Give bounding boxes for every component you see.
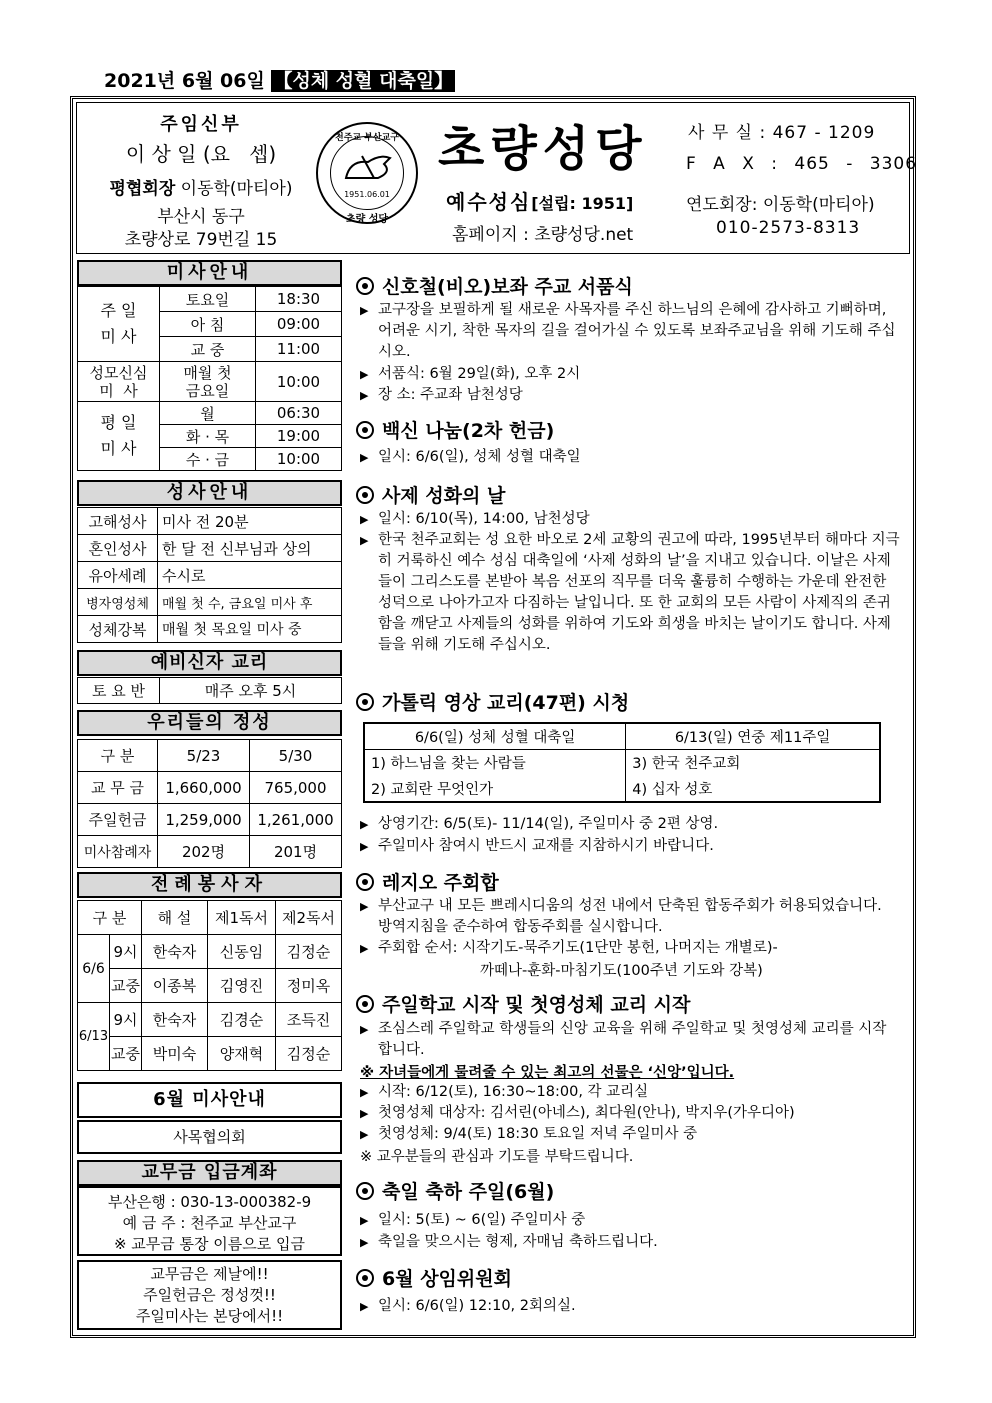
section-item: ▶ 첫영성체: 9/4(토) 18:30 토요일 저녁 주일미사 중 bbox=[360, 1124, 900, 1145]
church-name: 초량성당 bbox=[438, 121, 648, 177]
section-title: 백신 나눔(2차 헌금) bbox=[356, 416, 554, 443]
triangle-bullet-icon: ▶ bbox=[360, 1107, 369, 1120]
mass-day: 수 · 금 bbox=[160, 448, 256, 471]
section-title: 주일학교 시작 및 첫영성체 교리 시작 bbox=[356, 990, 690, 1017]
offering-header: 5/23 bbox=[158, 740, 250, 772]
video-lesson: 3) 한국 천주교회 bbox=[626, 750, 880, 776]
video-table-header: 6/6(일) 성체 성혈 대축일 bbox=[364, 723, 626, 750]
circle-bullet-icon bbox=[356, 1182, 374, 1200]
server-name: 김정순 bbox=[276, 1037, 342, 1071]
server-name: 한숙자 bbox=[142, 935, 208, 969]
circle-bullet-icon bbox=[356, 421, 374, 439]
account-box bbox=[77, 1186, 342, 1256]
section-note: ※ 교우분들의 관심과 기도를 부탁드립니다. bbox=[360, 1149, 634, 1165]
servers-date: 6/6 bbox=[78, 935, 110, 1003]
section-title: 축일 축하 주일(6월) bbox=[356, 1177, 554, 1204]
catechumen-time: 매주 오후 5시 bbox=[160, 678, 342, 704]
servers-table bbox=[77, 900, 342, 1071]
sacrament-name: 유아세례 bbox=[78, 562, 158, 589]
slogan-line: 주일미사는 본당에서!! bbox=[135, 1307, 284, 1325]
mass-time: 06:30 bbox=[256, 402, 342, 425]
section-item-continued: 까떼나-훈화-마침기도(100주년 기도와 강복) bbox=[480, 963, 763, 979]
mass-time: 19:00 bbox=[256, 425, 342, 448]
section-title: 6월 상임위원회 bbox=[356, 1264, 512, 1291]
slogan-line: 교무금은 제날에!! bbox=[150, 1265, 269, 1283]
triangle-bullet-icon: ▶ bbox=[360, 451, 369, 464]
server-name: 정미옥 bbox=[276, 969, 342, 1003]
slogan-line: 주일헌금은 정성껏!! bbox=[143, 1286, 276, 1304]
server-name: 이종복 bbox=[142, 969, 208, 1003]
homepage: 홈페이지 : 초량성당.net bbox=[452, 225, 634, 245]
sacrament-info: 매월 첫 수, 금요일 미사 후 bbox=[158, 589, 342, 616]
triangle-bullet-icon: ▶ bbox=[360, 900, 369, 913]
office-phone: 사 무 실 : 467 - 1209 bbox=[688, 123, 876, 143]
council-president: 평협회장 이동학(마티아) bbox=[109, 179, 293, 199]
section-item: ▶ 조심스레 주일학교 학생들의 신앙 교육을 위해 주일학교 및 첫영성체 교리를 시작합니다. bbox=[360, 1021, 887, 1058]
youth-phone: 010-2573-8313 bbox=[716, 218, 861, 238]
sacrament-info: 매월 첫 목요일 미사 중 bbox=[158, 616, 342, 643]
offering-value: 1,660,000 bbox=[158, 772, 250, 804]
seal-top-text: 천주교 부산교구 bbox=[335, 133, 399, 143]
sacrament-guide-title: 성사안내 bbox=[77, 480, 342, 506]
sacrament-name: 고해성사 bbox=[78, 508, 158, 535]
triangle-bullet-icon: ▶ bbox=[360, 1300, 369, 1313]
video-table-header: 6/13(일) 연중 제11주일 bbox=[626, 723, 880, 750]
server-name: 김정순 bbox=[276, 935, 342, 969]
triangle-bullet-icon: ▶ bbox=[360, 513, 369, 526]
servers-header: 제1독서 bbox=[208, 901, 276, 935]
circle-bullet-icon bbox=[356, 486, 374, 504]
triangle-bullet-icon: ▶ bbox=[360, 304, 369, 317]
mass-time: 18:30 bbox=[256, 287, 342, 312]
offering-header: 구 분 bbox=[78, 740, 158, 772]
triangle-bullet-icon: ▶ bbox=[360, 1236, 369, 1249]
sacrament-name: 혼인성사 bbox=[78, 535, 158, 562]
video-lesson: 4) 십자 성호 bbox=[626, 776, 880, 802]
section-title: 가톨릭 영상 교리(47편) 시청 bbox=[356, 688, 629, 715]
june-mass-value: 사목협의회 bbox=[77, 1120, 342, 1154]
section-item: ▶ 일시: 5(토) ~ 6(일) 주일미사 중 bbox=[360, 1210, 900, 1231]
circle-bullet-icon bbox=[356, 277, 374, 295]
sunday-mass-label: 주 일 미 사 bbox=[78, 287, 160, 362]
servers-slot: 9시 bbox=[110, 1003, 142, 1037]
servers-slot: 9시 bbox=[110, 935, 142, 969]
video-lesson-table bbox=[363, 722, 881, 803]
mass-day: 아 침 bbox=[160, 312, 256, 337]
section-item: ▶ 상영기간: 6/5(토)- 11/14(일), 주일미사 중 2편 상영. bbox=[360, 814, 900, 835]
servers-header: 구 분 bbox=[78, 901, 142, 935]
address-line-2: 초량상로 79번길 15 bbox=[124, 230, 278, 250]
section-highlight-note: ※ 자녀들에게 물려줄 수 있는 최고의 선물은 ‘신앙’입니다. bbox=[360, 1065, 735, 1081]
sacrament-table bbox=[77, 507, 342, 643]
triangle-bullet-icon: ▶ bbox=[360, 840, 369, 853]
offering-value: 202명 bbox=[158, 836, 250, 868]
video-lesson: 2) 교회란 무엇인가 bbox=[364, 776, 626, 802]
mass-time: 10:00 bbox=[256, 448, 342, 471]
seal-bottom-text: 초량 성당 bbox=[345, 214, 389, 225]
mass-day: 매월 첫 금요일 bbox=[160, 362, 256, 402]
offering-value: 1,259,000 bbox=[158, 804, 250, 836]
offering-value: 1,261,000 bbox=[250, 804, 342, 836]
dove-icon bbox=[340, 148, 396, 188]
section-item: ▶ 일시: 6/6(일) 12:10, 2회의실. bbox=[360, 1296, 900, 1317]
servers-header: 해 설 bbox=[142, 901, 208, 935]
mass-table bbox=[77, 286, 342, 471]
triangle-bullet-icon: ▶ bbox=[360, 1128, 369, 1141]
server-name: 김영진 bbox=[208, 969, 276, 1003]
server-name: 박미숙 bbox=[142, 1037, 208, 1071]
section-item: ▶ 시작: 6/12(토), 16:30~18:00, 각 교리실 bbox=[360, 1082, 900, 1103]
offering-value: 201명 bbox=[250, 836, 342, 868]
servers-title: 전례봉사자 bbox=[77, 872, 342, 898]
catechumen-day: 토 요 반 bbox=[78, 678, 160, 704]
offering-title: 우리들의 정성 bbox=[77, 710, 342, 736]
section-item: ▶ 일시: 6/10(목), 14:00, 남천성당 bbox=[360, 509, 900, 530]
mass-guide-title: 미사안내 bbox=[77, 260, 342, 286]
section-item: ▶ 축일을 맞으시는 형제, 자매님 축하드립니다. bbox=[360, 1232, 900, 1253]
triangle-bullet-icon: ▶ bbox=[360, 1214, 369, 1227]
server-name: 신동임 bbox=[208, 935, 276, 969]
fax-number: F A X : 465 - 3306 bbox=[686, 154, 918, 174]
offering-label: 교 무 금 bbox=[78, 772, 158, 804]
offering-value: 765,000 bbox=[250, 772, 342, 804]
section-item: ▶ 교구장을 보필하게 될 새로운 사목자를 주신 하느님의 은혜에 감사하고 기뻐하며, 어려운 시기, 착한 목자의 길을 걸어가실 수 있도록 보좌주교님을 위해 기도해 주십시오. bbox=[360, 302, 896, 360]
account-note: ※ 교무금 통장 이름으로 입금 bbox=[113, 1235, 306, 1253]
sacrament-info: 미사 전 20분 bbox=[158, 508, 342, 535]
triangle-bullet-icon: ▶ bbox=[360, 1086, 369, 1099]
section-item: ▶ 서품식: 6월 29일(화), 오후 2시 bbox=[360, 364, 900, 385]
triangle-bullet-icon: ▶ bbox=[360, 818, 369, 831]
server-name: 양재혁 bbox=[208, 1037, 276, 1071]
mass-time: 11:00 bbox=[256, 337, 342, 362]
circle-bullet-icon bbox=[356, 1269, 374, 1287]
account-bank: 부산은행 : 030-13-000382-9 bbox=[107, 1193, 312, 1211]
account-holder: 예 금 주 : 천주교 부산교구 bbox=[122, 1214, 297, 1232]
video-lesson: 1) 하느님을 찾는 사람들 bbox=[364, 750, 626, 776]
sacrament-info: 한 달 전 신부님과 상의 bbox=[158, 535, 342, 562]
mass-day: 교 중 bbox=[160, 337, 256, 362]
mass-day: 토요일 bbox=[160, 287, 256, 312]
mass-day: 화 · 목 bbox=[160, 425, 256, 448]
seal-date: 1951.06.01 bbox=[344, 190, 390, 199]
sacrament-info: 수시로 bbox=[158, 562, 342, 589]
patron-line: 예수성심[설립: 1951] bbox=[446, 190, 634, 214]
section-item: ▶ 첫영성체 대상자: 김서린(아네스), 최다원(안나), 박지우(가우디아) bbox=[360, 1103, 900, 1124]
triangle-bullet-icon: ▶ bbox=[360, 389, 369, 402]
offering-header: 5/30 bbox=[250, 740, 342, 772]
offering-label: 미사참례자 bbox=[78, 836, 158, 868]
triangle-bullet-icon: ▶ bbox=[360, 368, 369, 381]
sacrament-name: 병자영성체 bbox=[78, 589, 158, 616]
section-item: ▶ 일시: 6/6(일), 성체 성혈 대축일 bbox=[360, 447, 900, 468]
address-line-1: 부산시 동구 bbox=[157, 207, 245, 227]
section-item: ▶ 주일미사 참여시 반드시 교재를 지참하시기 바랍니다. bbox=[360, 836, 900, 857]
june-mass-title: 6월 미사안내 bbox=[77, 1082, 342, 1118]
section-item: ▶ 주회합 순서: 시작기도-묵주기도(1단만 봉헌, 나머지는 개별로)- bbox=[360, 938, 900, 959]
section-title: 신호철(비오)보좌 주교 서품식 bbox=[356, 272, 633, 299]
server-name: 김경순 bbox=[208, 1003, 276, 1037]
section-item: ▶ 장 소: 주교좌 남천성당 bbox=[360, 385, 900, 406]
section-title: 사제 성화의 날 bbox=[356, 481, 505, 508]
section-title: 레지오 주회합 bbox=[356, 868, 499, 895]
mass-time: 09:00 bbox=[256, 312, 342, 337]
section-item: ▶ 부산교구 내 모든 쁘레시디움의 성전 내에서 단축된 합동주회가 허용되었습니다. 방역지침을 준수하여 합동주회를 실시합니다. bbox=[360, 898, 882, 935]
catechumen-table bbox=[77, 677, 342, 704]
offering-table bbox=[77, 739, 342, 868]
youth-head: 연도회장: 이동학(마티아) bbox=[686, 195, 875, 215]
server-name: 한숙자 bbox=[142, 1003, 208, 1037]
mass-time: 10:00 bbox=[256, 362, 342, 402]
triangle-bullet-icon: ▶ bbox=[360, 534, 369, 547]
weekday-mass-label: 평 일 미 사 bbox=[78, 402, 160, 471]
catechumen-title: 예비신자 교리 bbox=[77, 650, 342, 676]
section-item: ▶ 한국 천주교회는 성 요한 바오로 2세 교황의 권고에 따라, 1995년부터 해마다 지극히 거룩하신 예수 성심 대축일에 ‘사제 성화의 날’을 지내고 있습니다. 이날은 사제들이 그리스도를 본받아 복음 선포의 직무를 더욱 훌륭히 수행하는 가운데 완전한 성덕으로 나아가고자 다짐하는 날입니다. 또 한 교회의 모든 사람이 사제직의 존귀함을 깨닫고 사제들의 성화를 위하여 기도와 희생을 바치는 날이기도 합니다. 사제들을 위해 기도해 주십시오. bbox=[360, 532, 900, 653]
server-name: 조득진 bbox=[276, 1003, 342, 1037]
triangle-bullet-icon: ▶ bbox=[360, 1023, 369, 1036]
servers-slot: 교중 bbox=[110, 969, 142, 1003]
triangle-bullet-icon: ▶ bbox=[360, 942, 369, 955]
slogan-box bbox=[77, 1260, 342, 1330]
servers-header: 제2독서 bbox=[276, 901, 342, 935]
circle-bullet-icon bbox=[356, 995, 374, 1013]
offering-label: 주일헌금 bbox=[78, 804, 158, 836]
mass-day: 월 bbox=[160, 402, 256, 425]
circle-bullet-icon bbox=[356, 693, 374, 711]
issue-date: 2021년 6월 06일 【성체 성혈 대축일】 bbox=[104, 70, 454, 92]
feast-badge: 【성체 성혈 대축일】 bbox=[273, 70, 454, 92]
sacrament-name: 성체강복 bbox=[78, 616, 158, 643]
pastor-name: 이 상 일 (요 셉) bbox=[125, 142, 277, 166]
servers-slot: 교중 bbox=[110, 1037, 142, 1071]
servers-date: 6/13 bbox=[78, 1003, 110, 1071]
marian-mass-label: 성모신심 미 사 bbox=[78, 362, 160, 402]
circle-bullet-icon bbox=[356, 873, 374, 891]
pastor-title: 주임신부 bbox=[160, 114, 242, 135]
account-title: 교무금 입금계좌 bbox=[77, 1160, 342, 1186]
